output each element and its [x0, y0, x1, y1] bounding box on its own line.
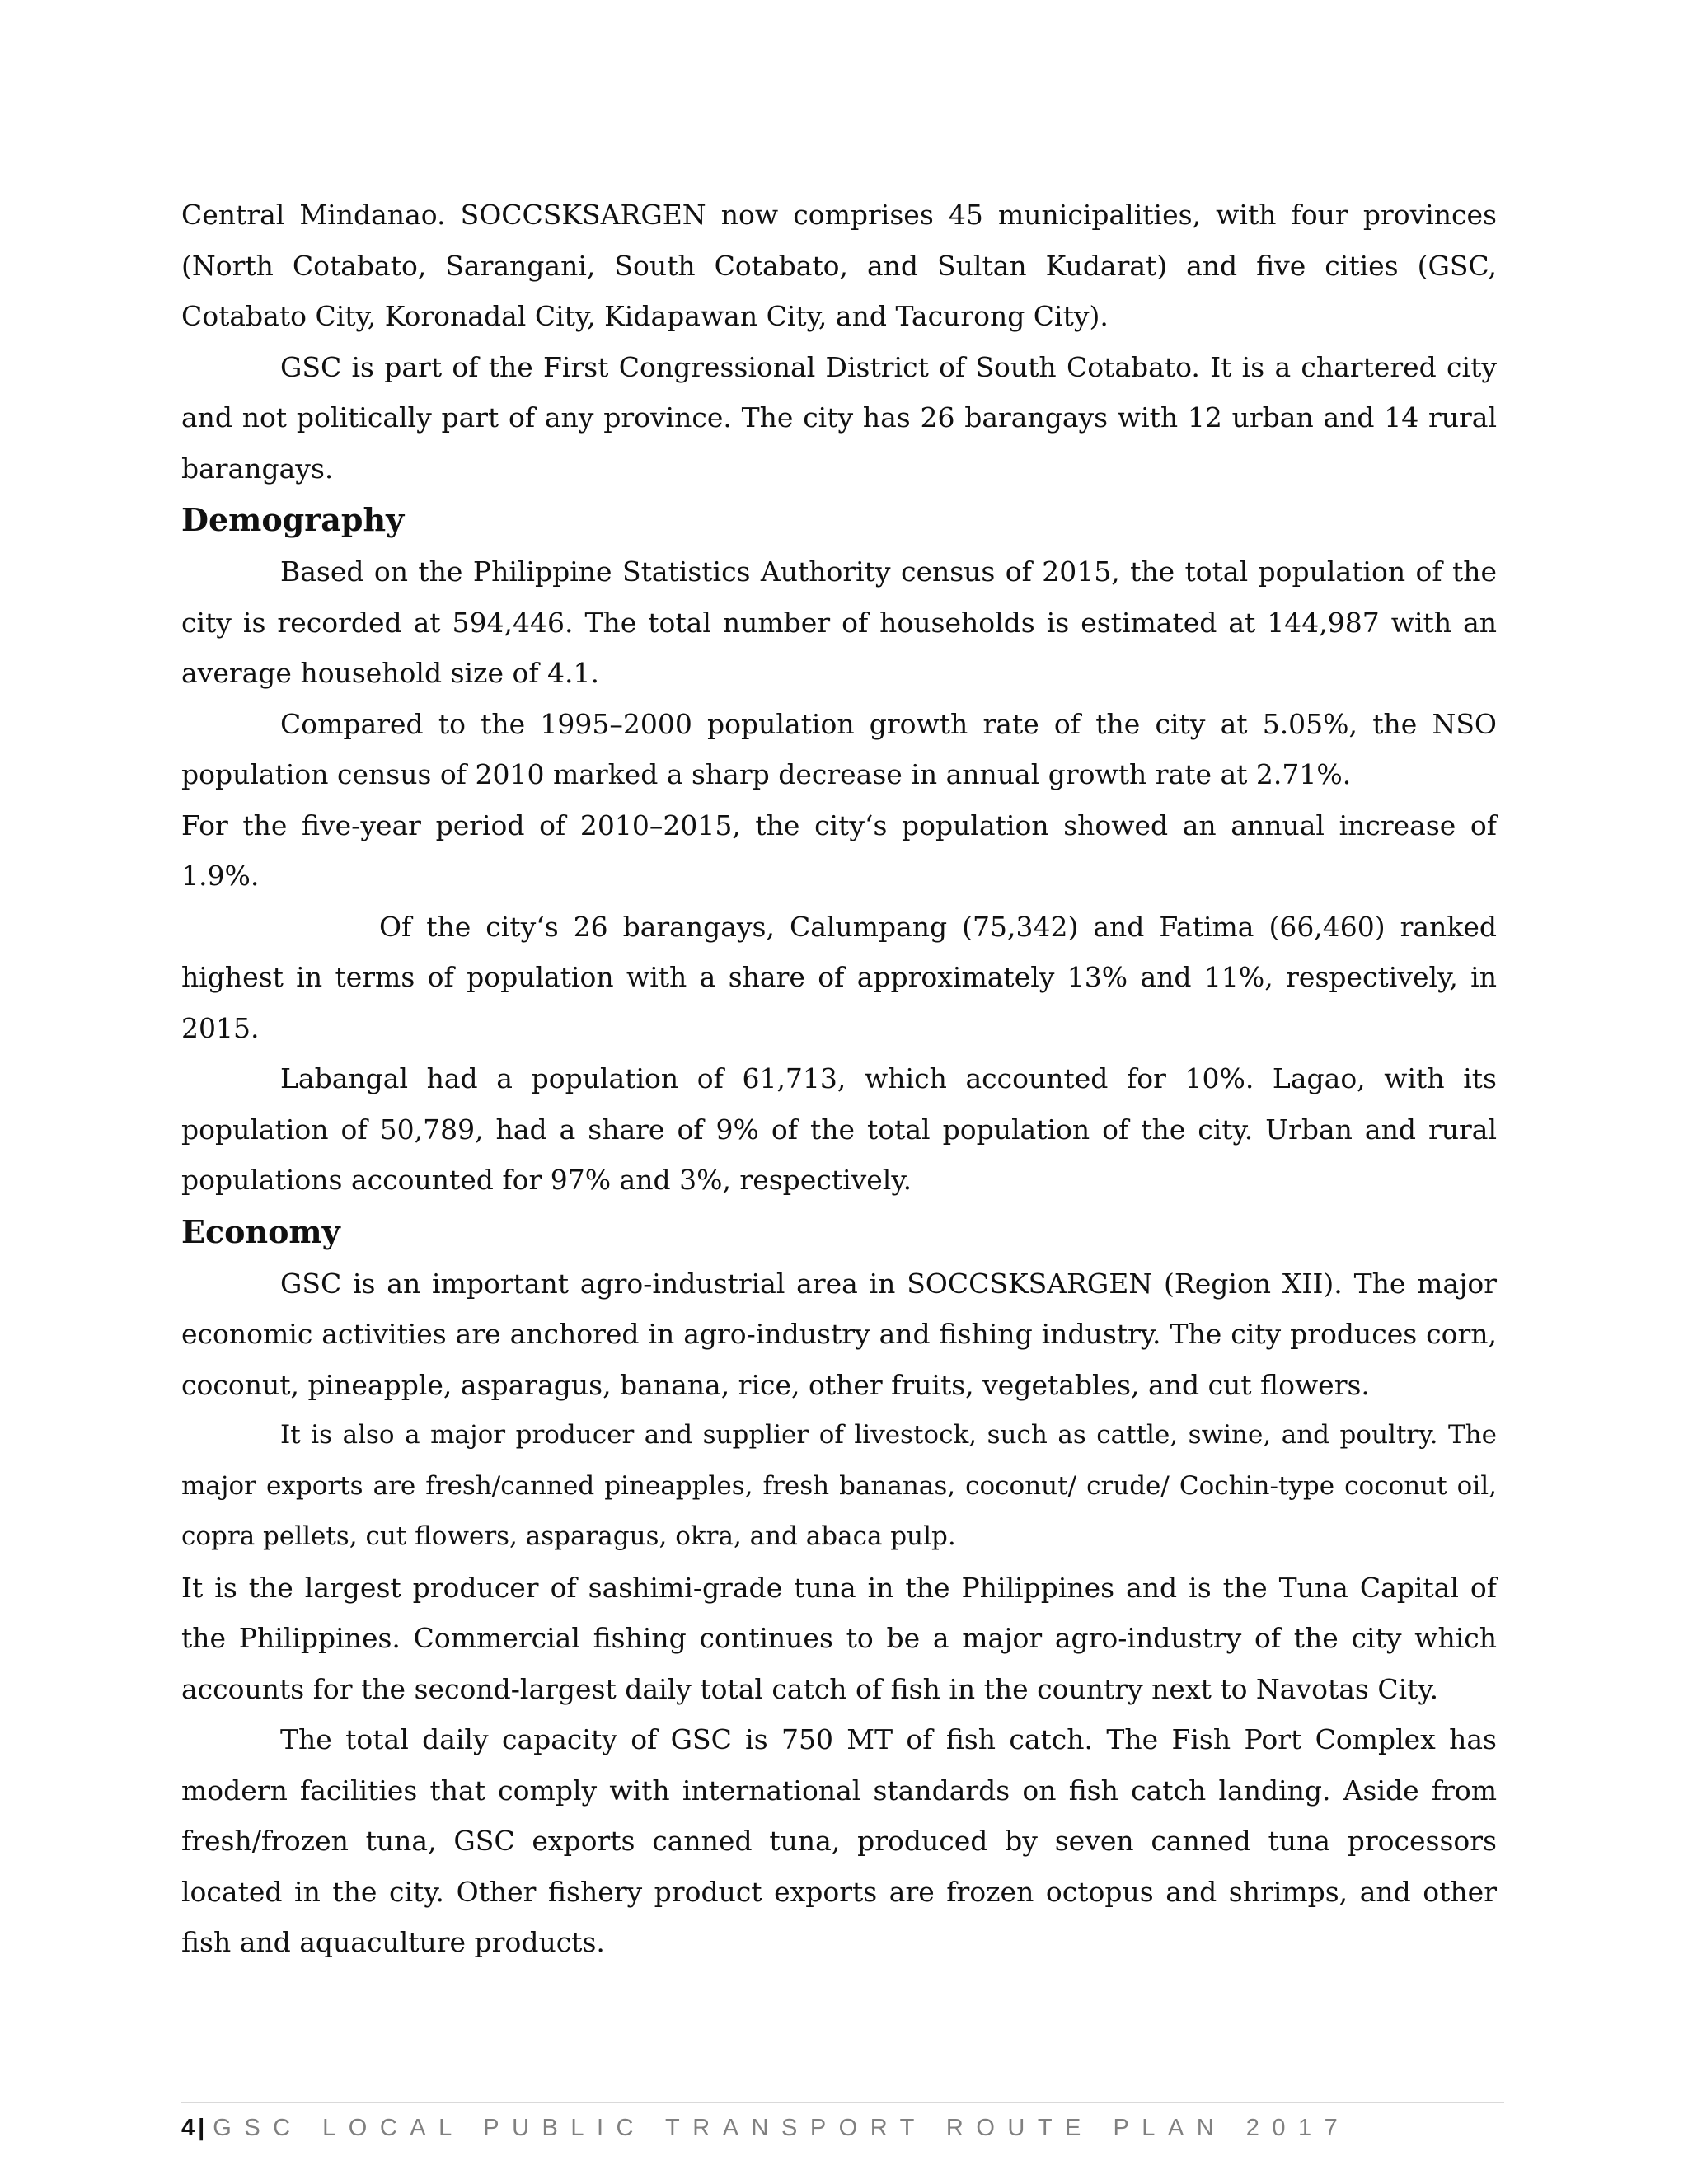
section-heading-demography: Demography [181, 501, 405, 538]
intro-paragraph-2: GSC is part of the First Congressional District of South Cotabato. It is a chartered city and not politically part of any province. The city has 26 barangays with 12 urban and 14 rural barangays. [181, 350, 1497, 485]
demography-paragraph-2: Compared to the 1995–2000 population growth rate of the city at 5.05%, the NSO population census of 2010 marked a sharp decrease in annual growth rate at 2.71%. [181, 707, 1497, 790]
economy-paragraph-4: The total daily capacity of GSC is 750 MT of fish catch. The Fish Port Complex has modern facilities that comply with international standards on fish catch landing. Aside from fresh/frozen tuna, GSC exports canned tuna, produced by seven canned tuna processors located in the city. Other fishery product exports are frozen octopus and shrimps, and other fish and aquaculture products. [181, 1723, 1497, 1958]
intro-paragraph-1: Central Mindanao. SOCCSKSARGEN now comprises 45 municipalities, with four provinces (North Cotabato, Sarangani, South Cotabato, and Sultan Kudarat) and five cities (GSC, Cotabato City, Koronadal City, Kidapawan City, and Tacurong City). [181, 199, 1497, 332]
section-heading-economy: Economy [181, 1212, 340, 1250]
demography-paragraph-5: Labangal had a population of 61,713, which accounted for 10%. Lagao, with its population of 50,789, had a share of 9% of the total population of the city. Urban and rural populations accounted for 97% and 3%, respectively. [181, 1062, 1497, 1196]
demography-paragraph-3: For the five-year period of 2010–2015, the city‘s population showed an annual increase of 1.9%. [181, 808, 1497, 892]
economy-paragraph-1: GSC is an important agro-industrial area in SOCCSKSARGEN (Region XII). The major economic activities are anchored in agro-industry and fishing industry. The city produces corn, coconut, pineapple, asparagus, banana, rice, other fruits, vegetables, and cut flowers. [181, 1267, 1497, 1401]
demography-paragraph-4: Of the city‘s 26 barangays, Calumpang (75,342) and Fatima (66,460) ranked highest in terms of population with a share of approximately 13% and 11%, respectively, in 2015. [181, 910, 1497, 1044]
economy-paragraph-2: It is also a major producer and supplier of livestock, such as cattle, swine, and poultry. The major exports are fresh/canned pineapples, fresh bananas, coconut/ crude/ Cochin-type coconut oil, copra pellets, cut flowers, asparagus, okra, and abaca pulp. [181, 1420, 1497, 1551]
page-footer [181, 2111, 1350, 2144]
economy-paragraph-3: It is the largest producer of sashimi-grade tuna in the Philippines and is the Tuna Capital of the Philippines. Commercial fishing continues to be a major agro-industry of the city which accounts for the second-largest daily total catch of fish in the country next to Navotas City. [181, 1571, 1497, 1705]
footer-divider [181, 2102, 1504, 2103]
page-content [181, 190, 1497, 1968]
footer-document-title: GSC LOCAL PUBLIC TRANSPORT ROUTE PLAN 2017 [213, 2115, 1351, 2141]
demography-paragraph-1: Based on the Philippine Statistics Authority census of 2015, the total population of the city is recorded at 594,446. The total number of households is estimated at 144,987 with an average household size of 4.1. [181, 555, 1497, 689]
page-number: 4 [181, 2115, 195, 2141]
footer-separator: | [198, 2115, 205, 2141]
